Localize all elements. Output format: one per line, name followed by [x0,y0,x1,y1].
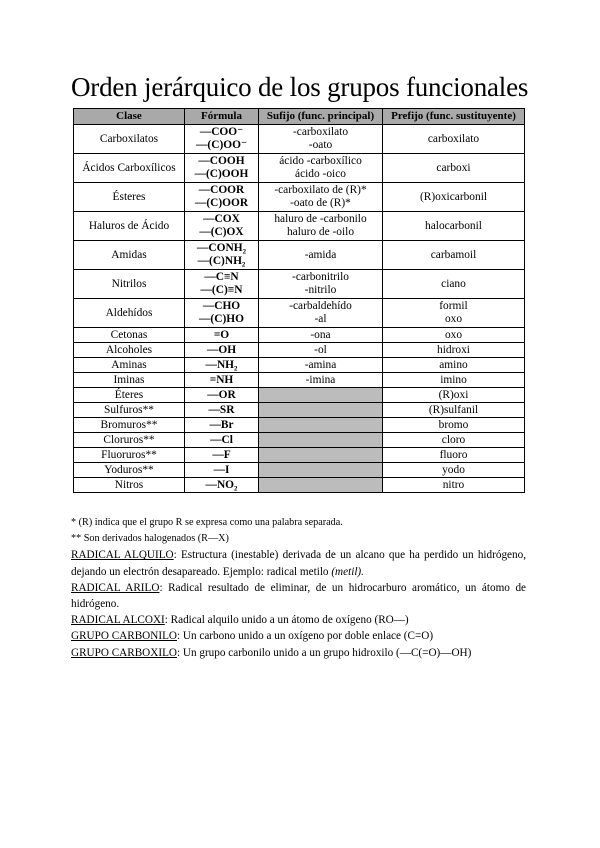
prefijo-line: (R)oxi [438,388,469,401]
cell-clase: Fluoruros** [74,448,185,463]
page-title: Orden jerárquico de los grupos funcionales [71,72,529,102]
cell-prefijo [383,270,525,299]
prefijo-line: hidroxi [437,343,470,356]
formula-line: =O [213,328,230,341]
cell-clase: Carboxilatos [74,125,185,154]
cell-formula [185,418,259,433]
cell-prefijo [383,299,525,328]
sufijo-line: -ol [314,343,327,356]
formula-line: —OH [206,343,237,356]
cell-prefijo [383,448,525,463]
definition-radical-alcoxi [71,612,526,628]
table-row [74,463,525,478]
cell-clase: Haluros de Ácido [74,212,185,241]
formula-line: —Cl [210,433,233,446]
formula-line: —(C)OOH [194,168,249,180]
table-body [74,125,525,493]
footnote-r: * (R) indica que el grupo R se expresa como una palabra separada. [71,517,343,528]
table-row [74,241,525,270]
table-row [74,183,525,212]
definition-example: (metil). [331,565,364,578]
prefijo-line: (R)sulfanil [428,403,479,416]
cell-formula [185,343,259,358]
definition-term: GRUPO CARBONILO [71,630,177,643]
definition-radical-alquilo [71,547,526,579]
cell-clase: Cetonas [74,328,185,343]
formula-line: —CONH₂ [197,242,246,254]
table-row [74,328,525,343]
cell-formula [185,154,259,183]
cell-prefijo [383,212,525,241]
cell-formula [185,328,259,343]
cell-clase: Bromuros** [74,418,185,433]
cell-sufijo [259,125,383,154]
sufijo-line: -imina [305,373,336,386]
cell-sufijo [259,448,383,463]
cell-prefijo [383,478,525,493]
sufijo-line: ácido -carboxílico [279,155,362,167]
formula-line: —COOH [198,155,245,167]
formula-line: —(C)OX [199,226,244,238]
prefijo-line: carboxi [436,161,471,174]
sufijo-line: -amina [304,358,337,371]
footnote-halogen: ** Son derivados halogenados (R—X) [71,533,229,545]
table-row [74,154,525,183]
cell-formula [185,270,259,299]
cell-prefijo [383,418,525,433]
definition-radical-arilo [71,580,526,612]
formula-line: —SR [208,403,235,416]
table-row [74,373,525,388]
formula-line: —(C)≡N [200,284,243,296]
cell-sufijo [259,241,383,270]
prefijo-line: (R)oxicarbonil [419,190,488,203]
cell-clase: Éteres [74,388,185,403]
cell-sufijo [259,418,383,433]
cell-formula [185,478,259,493]
cell-sufijo [259,373,383,388]
formula-line: —(C)OO⁻ [196,139,247,151]
cell-formula [185,358,259,373]
sufijo-line: -carboxilato [292,126,349,138]
definition-text: : Estructura (inestable) derivada de un alcano que ha perdido un hidrógeno, dejando un electrón desapareado. Ejemplo: radical metilo [71,549,526,578]
cell-formula [185,212,259,241]
cell-sufijo [259,433,383,448]
sufijo-line: haluro de -oilo [286,226,355,238]
formula-line: —COX [203,213,240,225]
cell-prefijo [383,154,525,183]
cell-sufijo [259,154,383,183]
prefijo-line: yodo [442,463,465,476]
cell-prefijo [383,358,525,373]
cell-formula [185,403,259,418]
cell-clase: Ácidos Carboxílicos [74,154,185,183]
prefijo-line: carboxilato [427,132,480,145]
table-row [74,388,525,403]
sufijo-line: -nitrilo [304,284,337,296]
header-clase: Clase [74,109,185,125]
cell-prefijo [383,125,525,154]
table-row [74,448,525,463]
cell-prefijo [383,463,525,478]
sufijo-line: ácido -oico [295,168,346,180]
table-row [74,125,525,154]
definition-text: : Un grupo carbonilo unido a un grupo hidroxilo (—C(=O)—OH) [176,646,472,659]
prefijo-line: formil [439,300,468,312]
formula-line: —C≡N [204,271,239,283]
cell-clase: Nitrilos [74,270,185,299]
cell-sufijo [259,343,383,358]
cell-clase: Yoduros** [74,463,185,478]
cell-formula [185,388,259,403]
formula-line: —COOR [198,184,245,196]
sufijo-line: -ona [310,328,331,341]
formula-line: —(C)NH₂ [197,255,246,267]
cell-sufijo [259,328,383,343]
cell-prefijo [383,241,525,270]
sufijo-line: -al [314,313,327,325]
cell-prefijo [383,388,525,403]
table-row [74,299,525,328]
cell-sufijo [259,463,383,478]
cell-prefijo [383,183,525,212]
cell-sufijo [259,478,383,493]
sufijo-line: -oato de (R)* [290,197,351,209]
cell-sufijo [259,183,383,212]
cell-clase: Cloruros** [74,433,185,448]
formula-line: —NH₂ [205,358,238,371]
definition-grupo-carboxilo [71,645,526,661]
table-row [74,433,525,448]
prefijo-line: oxo [444,328,463,341]
header-sufijo: Sufijo (func. principal) [259,109,383,125]
header-formula: Fórmula [185,109,259,125]
cell-formula [185,448,259,463]
table-row [74,478,525,493]
definition-text: : Un carbono unido a un oxígeno por doble enlace (C=O) [176,630,434,643]
cell-clase: Iminas [74,373,185,388]
cell-prefijo [383,403,525,418]
sufijo-line: -amida [304,248,337,261]
definition-text: : Radical resultado de eliminar, de un hidrocarburo aromático, un átomo de hidrógeno. [71,581,526,611]
definition-term: RADICAL ALCOXI [71,614,165,627]
notes-section [71,515,526,661]
prefijo-line: fluoro [439,448,468,461]
table-row [74,418,525,433]
table-row [74,403,525,418]
cell-sufijo [259,358,383,373]
formula-line: —NO₂ [205,478,238,491]
sufijo-line: -carbonitrilo [292,271,349,283]
cell-formula [185,299,259,328]
formula-line: —COO⁻ [199,126,244,138]
prefijo-line: bromo [438,418,469,431]
functional-groups-table [73,108,525,493]
definition-term: RADICAL ARILO [71,581,160,594]
prefijo-line: oxo [444,313,463,325]
definition-term: RADICAL ALQUILO [71,549,174,562]
cell-prefijo [383,343,525,358]
definition-text: : Radical alquilo unido a un átomo de oxígeno (RO—) [164,614,409,627]
definition-term: GRUPO CARBOXILO [71,646,177,659]
formula-line: —(C)OOR [194,197,249,209]
cell-sufijo [259,403,383,418]
prefijo-line: ciano [441,277,466,290]
cell-clase: Sulfuros** [74,403,185,418]
sufijo-line: -oato [308,139,333,151]
sufijo-line: -carboxilato de (R)* [274,184,367,196]
cell-formula [185,183,259,212]
formula-line: =NH [209,373,234,386]
cell-clase: Aldehídos [74,299,185,328]
prefijo-line: carbamoil [430,248,477,261]
cell-formula [185,373,259,388]
formula-line: —F [212,448,231,461]
cell-sufijo [259,212,383,241]
table-row [74,358,525,373]
cell-prefijo [383,373,525,388]
cell-formula [185,433,259,448]
prefijo-line: halocarbonil [425,219,482,232]
formula-line: —CHO [202,300,241,312]
cell-prefijo [383,328,525,343]
formula-line: —(C)HO [199,313,244,325]
cell-sufijo [259,270,383,299]
prefijo-line: nitro [442,478,465,491]
table-row [74,343,525,358]
cell-sufijo [259,388,383,403]
sufijo-line: -carbaldehído [289,300,352,312]
formula-line: —I [213,463,230,476]
table-row [74,270,525,299]
prefijo-line: cloro [441,433,466,446]
cell-formula [185,463,259,478]
cell-clase: Amidas [74,241,185,270]
header-prefijo: Prefijo (func. sustituyente) [383,109,525,125]
cell-clase: Alcoholes [74,343,185,358]
prefijo-line: imino [440,373,467,386]
formula-line: —OR [207,388,236,401]
cell-sufijo [259,299,383,328]
definition-grupo-carbonilo [71,628,526,644]
table-header-row [74,109,525,125]
formula-line: —Br [209,418,234,431]
cell-clase: Nitros [74,478,185,493]
cell-clase: Aminas [74,358,185,373]
sufijo-line: haluro de -carbonilo [274,213,367,225]
prefijo-line: amino [439,358,468,371]
cell-clase: Ésteres [74,183,185,212]
cell-formula [185,241,259,270]
cell-formula [185,125,259,154]
table-row [74,212,525,241]
cell-prefijo [383,433,525,448]
